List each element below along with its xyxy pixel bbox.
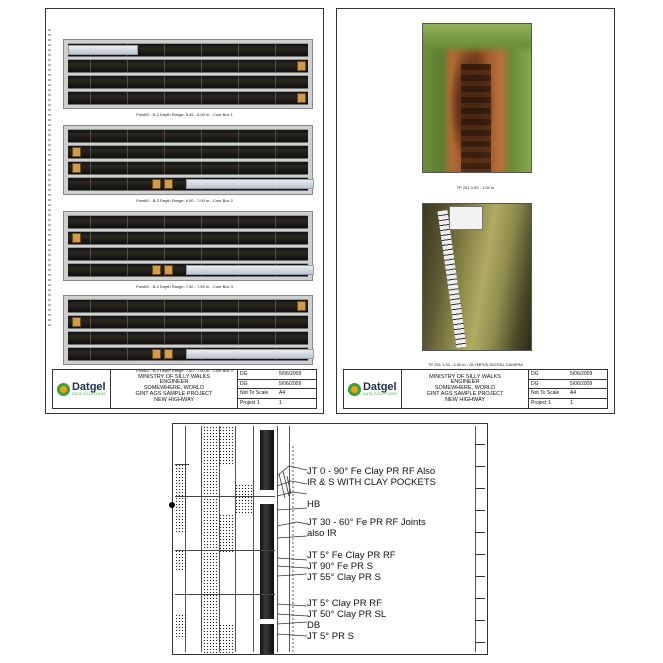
datgel-logo: Datgel DATA SOLUTIONS [53, 370, 111, 408]
joint-annotation: also IR [307, 528, 337, 539]
borehole-log-detail [172, 423, 488, 655]
core-box-3-caption: PointID : B-2 Depth Range: 7.00 - 7.50 m - Core Box 3 [136, 284, 233, 289]
test-pit-photo-1 [422, 23, 532, 173]
core-box-2 [63, 125, 313, 195]
strata-pattern [219, 426, 235, 466]
strata-pattern [175, 550, 187, 572]
core-column [260, 624, 274, 654]
drawing-info: DG 5/06/2009 DG 5/06/2009 Not To Scale A4 Project 1 1 [529, 370, 607, 408]
core-box-4-caption: PointID : B-2 Depth Range: 7.50 - 7.60 m - Core Box 4 [136, 368, 233, 373]
strata-pattern [235, 484, 253, 514]
joint-annotation: HB [307, 499, 321, 510]
joint-annotation: JT 5° PR S [307, 631, 354, 642]
core-box-1-caption: PointID : B-2 Depth Range: 5.45 - 6.00 m - Core Box 1 [136, 112, 233, 117]
joint-annotation: JT 30 - 60° Fe PR RF Joints [307, 517, 426, 528]
joint-annotation: JT 90° Fe PR S [307, 561, 373, 572]
test-pit-photo-2 [422, 203, 532, 351]
joint-annotation: JT 5° Fe Clay PR RF [307, 550, 396, 561]
project-details: MINISTRY OF SILLY WALKS ENGINEER SOMEWHERE, WORLD GINT AGS SAMPLE PROJECT NEW HIGHWAY [402, 370, 529, 408]
strata-pattern [175, 614, 187, 638]
datgel-logo-icon [57, 383, 70, 396]
core-photo-sheet [45, 8, 324, 414]
datgel-logo: Datgel DATA SOLUTIONS [344, 370, 402, 408]
core-box-1 [63, 39, 313, 109]
core-column [260, 504, 274, 619]
joint-annotation: JT 0 - 90° Fe Clay PR RF Also [307, 466, 436, 477]
joint-annotation: JT 55° Clay PR S [307, 572, 381, 583]
joint-annotation: DB [307, 620, 321, 631]
joint-annotation: JT 50° Clay PR SL [307, 609, 387, 620]
core-box-3 [63, 211, 313, 281]
core-box-2-caption: PointID : B-2 Depth Range: 6.00 - 7.00 m - Core Box 2 [136, 198, 233, 203]
discontinuity-lines [277, 426, 309, 654]
strata-pattern [219, 624, 235, 654]
title-block [52, 369, 317, 409]
strata-pattern [175, 464, 187, 534]
project-details: MINISTRY OF SILLY WALKS ENGINEER SOMEWHERE, WORLD GINT AGS SAMPLE PROJECT NEW HIGHWAY [111, 370, 238, 408]
test-pit-photo-sheet [336, 8, 615, 414]
drawing-info: DG 5/06/2009 DG 5/06/2009 Not To Scale A4 Project 1 1 [238, 370, 316, 408]
title-block [343, 369, 608, 409]
joint-annotation: IR & S WITH CLAY POCKETS [307, 477, 436, 488]
photo-1-caption: TP 251 0.00 - 1.00 m [456, 185, 495, 190]
core-box-4 [63, 295, 313, 365]
joint-annotation: JT 5° Clay PR RF [307, 598, 382, 609]
core-column [260, 430, 274, 490]
strata-pattern [219, 514, 235, 554]
strata-pattern [203, 426, 219, 654]
datgel-logo-icon [348, 383, 361, 396]
photo-2-caption: TP 251 1.00 - 3.00 m - OLYMPUS DIGITAL CAMERA [428, 362, 523, 367]
